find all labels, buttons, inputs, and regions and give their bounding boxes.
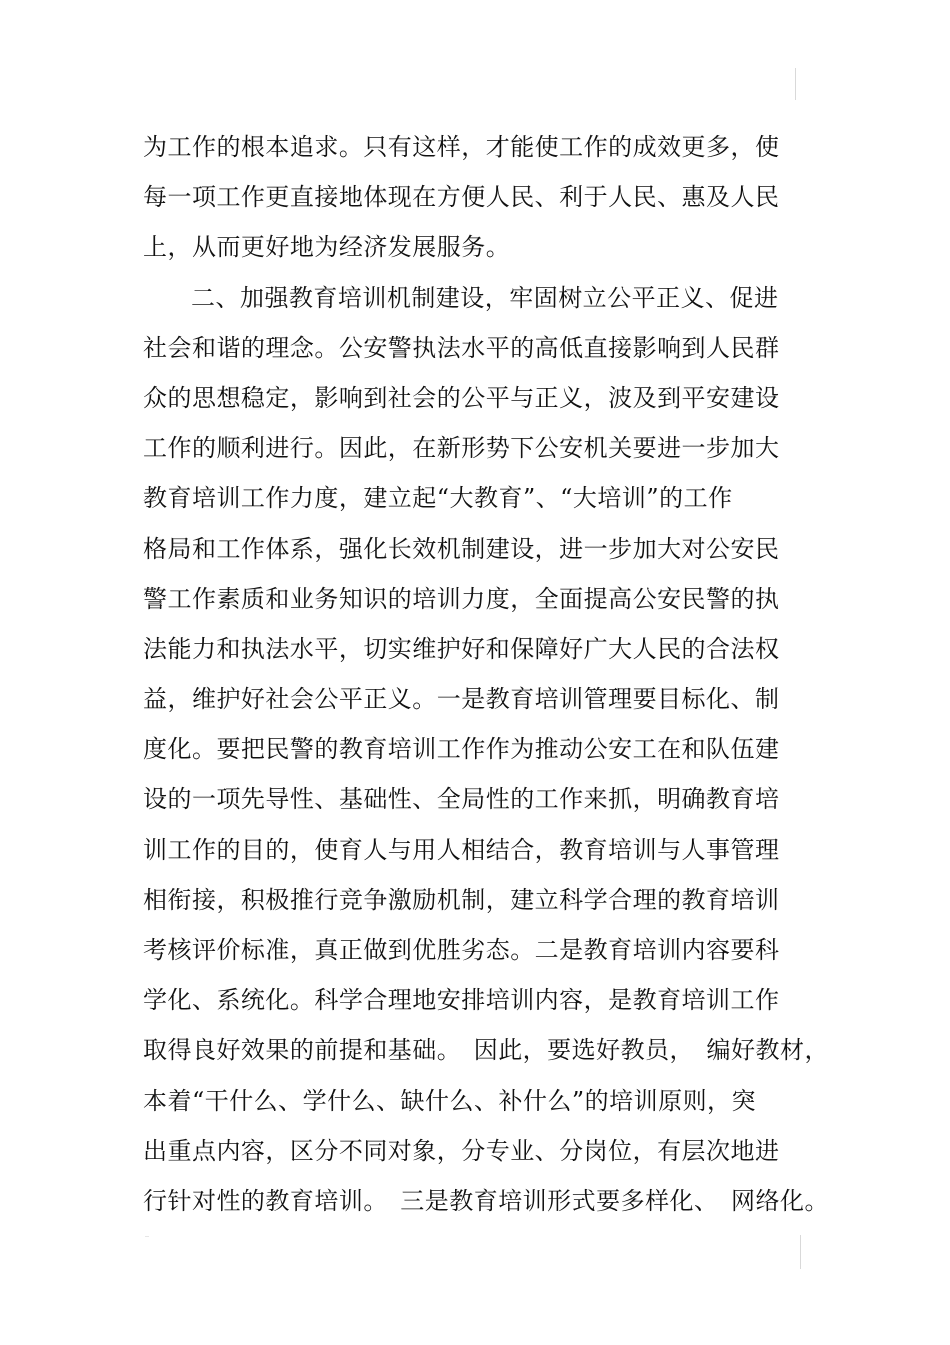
text-line-5: 社会和谐的理念。公安警执法水平的高低直接影响到人民群	[143, 333, 780, 362]
text-line-16: 相衔接，积极推行竞争激励机制，建立科学合理的教育培训	[143, 885, 780, 914]
text-line-14: 设的一项先导性、基础性、全局性的工作来抓，明确教育培	[143, 785, 780, 814]
text-line-17: 考核评价标准，真正做到优胜劣态。二是教育培训内容要科	[143, 936, 780, 964]
text-line-8: 教育培训工作力度，建立起“大教育”、“大培训”的工作	[143, 484, 733, 513]
page-edge-mark-bottom-left	[145, 1236, 149, 1237]
text-line-22: 行针对性的教育培训。 三是教育培训形式要多样化、 网络化。	[143, 1186, 829, 1215]
text-line-12: 益，维护好社会公平正义。一是教育培训管理要目标化、制	[143, 685, 780, 714]
page-edge-mark-top	[795, 68, 796, 100]
text-line-7: 工作的顺利进行。因此，在新形势下公安机关要进一步加大	[143, 434, 780, 463]
text-line-19: 取得良好效果的前提和基础。 因此，要选好教员， 编好教材，	[143, 1036, 829, 1065]
text-line-6: 众的思想稳定，影响到社会的公平与正义，波及到平安建设	[143, 383, 780, 412]
text-line-2: 每一项工作更直接地体现在方便人民、利于人民、惠及人民	[143, 183, 780, 212]
text-line-11: 法能力和执法水平，切实维护好和保障好广大人民的合法权	[143, 634, 780, 663]
body-text	[143, 122, 829, 1226]
text-line-3: 上，从而更好地为经济发展服务。	[143, 233, 511, 262]
text-line-20: 本着“干什么、学什么、缺什么、补什么”的培训原则，突	[143, 1086, 757, 1115]
text-line-15: 训工作的目的，使育人与用人相结合，教育培训与人事管理	[143, 835, 780, 864]
text-line-9: 格局和工作体系，强化长效机制建设，进一步加大对公安民	[143, 534, 780, 563]
text-line-18: 学化、系统化。科学合理地安排培训内容，是教育培训工作	[143, 986, 780, 1015]
page-edge-mark-bottom	[800, 1235, 801, 1269]
text-line-1: 为工作的根本追求。只有这样，才能使工作的成效更多，使	[143, 133, 780, 161]
section-heading-line: 二、加强教育培训机制建设，牢固树立公平正义、促进	[191, 283, 779, 312]
text-line-21: 出重点内容，区分不同对象，分专业、分岗位，有层次地进	[143, 1136, 780, 1165]
text-line-10: 警工作素质和业务知识的培训力度，全面提高公安民警的执	[143, 584, 780, 613]
text-line-13: 度化。要把民警的教育培训工作作为推动公安工在和队伍建	[143, 735, 780, 764]
